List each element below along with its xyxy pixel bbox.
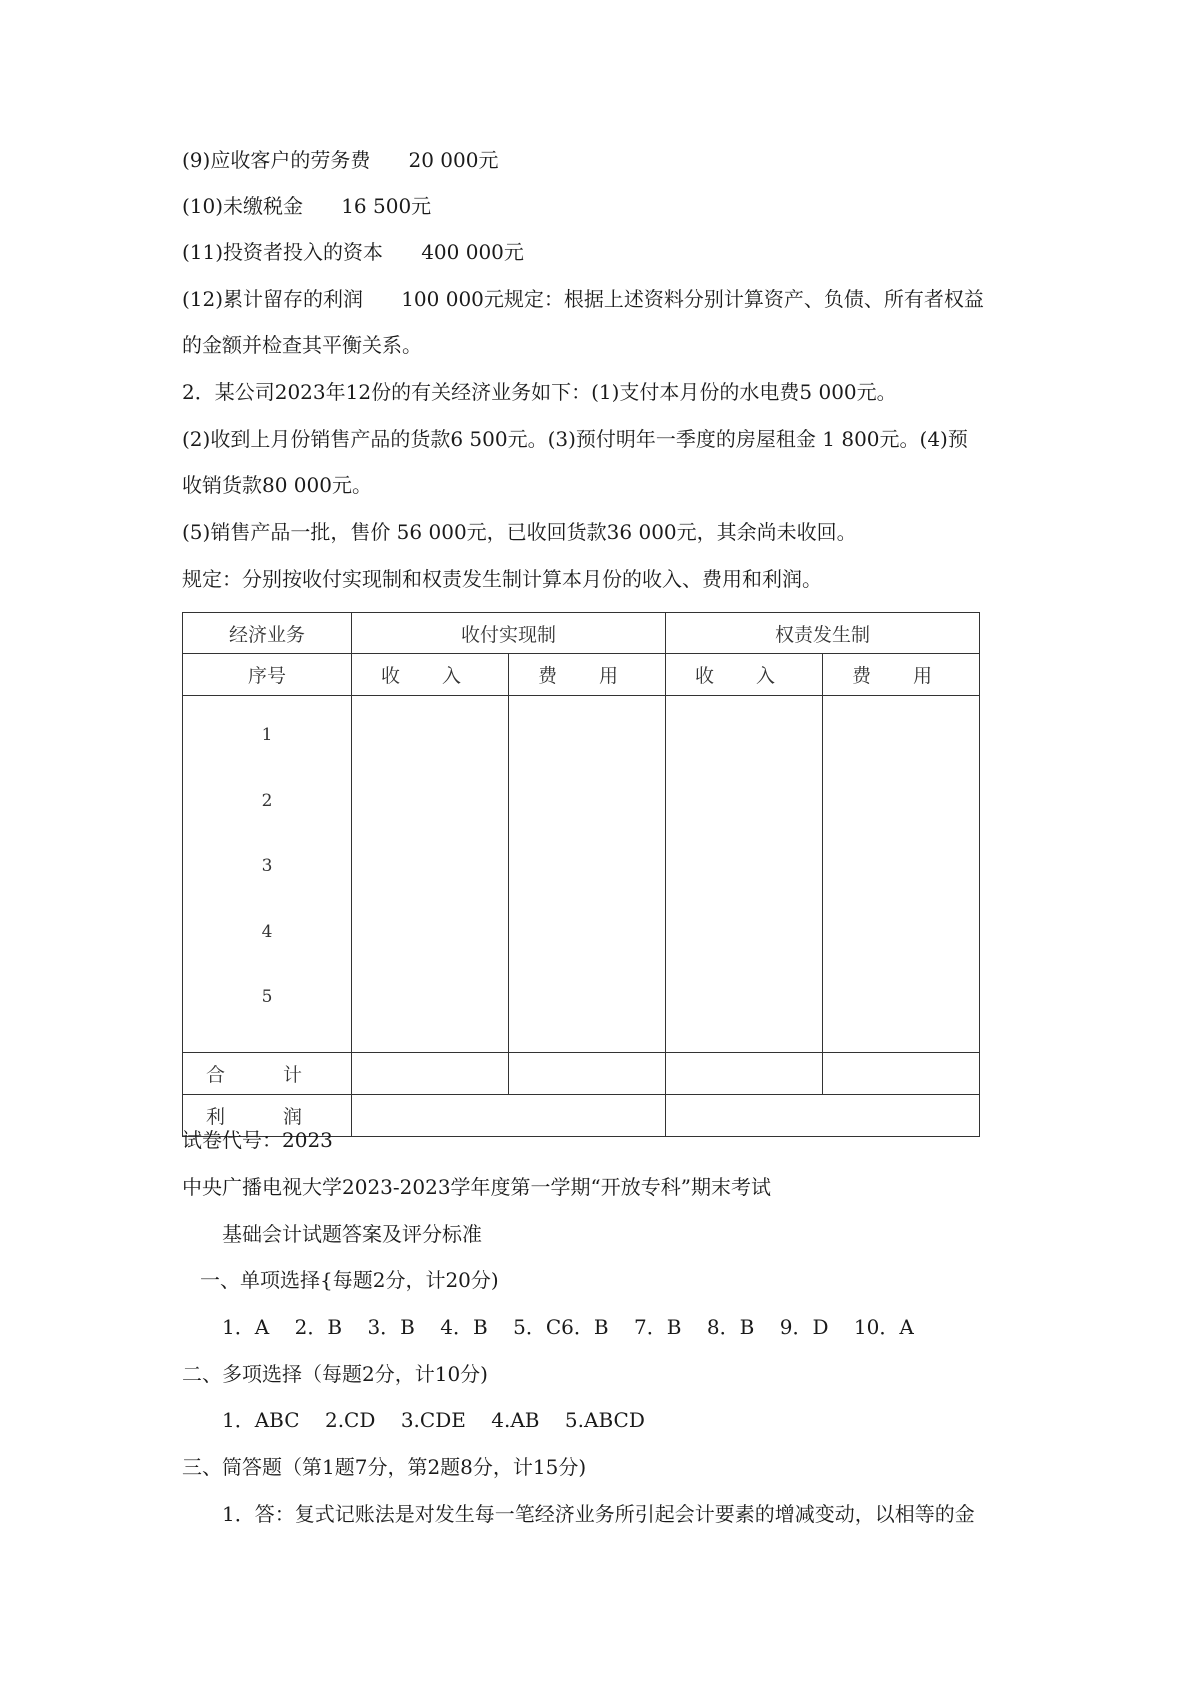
header-accrual-income: 收 入 (666, 654, 823, 696)
header-cash-expense: 费 用 (509, 654, 666, 696)
section-multiple-choice: 二、多项选择（每题2分，计10分) (182, 1362, 488, 1386)
section-single-choice: 一、单项选择{每题2分，计20分) (200, 1268, 499, 1292)
header-business: 经济业务 (183, 613, 352, 654)
header-accrual-expense: 费 用 (823, 654, 980, 696)
text-line: 规定：分别按收付实现制和权责发生制计算本月份的收入、费用和利润。 (182, 567, 822, 591)
text-line: (11)投资者投入的资本 400 000元 (182, 240, 524, 264)
text-line: (9)应收客户的劳务费 20 000元 (182, 148, 499, 172)
text-line: (10)未缴税金 16 500元 (182, 194, 432, 218)
single-choice-answers: 1．A 2．B 3．B 4．B 5．C6．B 7．B 8．B 9．D 10．A (222, 1315, 914, 1339)
profit-cash (352, 1094, 666, 1136)
profit-label: 利 润 (183, 1094, 352, 1136)
revenue-expense-table (182, 612, 980, 1137)
text-line: (2)收到上月份销售产品的货款6 500元。(3)预付明年一季度的房屋租金 1 800元。(4)预 (182, 427, 968, 451)
text-line: 2．某公司2023年12份的有关经济业务如下：(1)支付本月份的水电费5 000元。 (182, 380, 897, 404)
seq-2: 2 (261, 790, 273, 811)
text-line: 的金额并检查其平衡关系。 (182, 333, 422, 357)
accrual-expense-cell (823, 696, 980, 1053)
seq-5: 5 (261, 987, 273, 1007)
seq-4: 4 (261, 921, 273, 942)
seq-3: 3 (261, 856, 273, 876)
text-line: (5)销售产品一批，售价 56 000元，已收回货款36 000元，其余尚未收回。 (182, 520, 857, 544)
exam-title: 中央广播电视大学2023-2023学年度第一学期“开放专科”期末考试 (182, 1175, 772, 1199)
header-cash-income: 收 入 (352, 654, 509, 696)
answer-title: 基础会计试题答案及评分标准 (222, 1222, 482, 1246)
total-cash-income (352, 1052, 509, 1094)
seq-1: 1 (261, 725, 273, 745)
short-answer-q1: 1．答：复式记账法是对发生每一笔经济业务所引起会计要素的增减变动，以相等的金 (222, 1502, 975, 1526)
seq-cell (183, 696, 352, 1053)
exam-code: 试卷代号：2023 (182, 1128, 333, 1152)
cash-expense-cell (509, 696, 666, 1053)
multiple-choice-answers: 1．ABC 2.CD 3.CDE 4.AB 5.ABCD (222, 1408, 645, 1432)
total-accrual-income (666, 1052, 823, 1094)
total-label: 合 计 (183, 1052, 352, 1094)
text-line: 收销货款80 000元。 (182, 473, 372, 497)
section-short-answer: 三、筒答题（第1题7分，第2题8分，计15分) (182, 1455, 587, 1479)
total-accrual-expense (823, 1052, 980, 1094)
accrual-income-cell (666, 696, 823, 1053)
header-accrual-basis: 权责发生制 (666, 613, 980, 654)
text-line: (12)累计留存的利润 100 000元规定：根据上述资料分别计算资产、负债、所有者权益 (182, 287, 984, 311)
header-cash-basis: 收付实现制 (352, 613, 666, 654)
total-cash-expense (509, 1052, 666, 1094)
profit-accrual (666, 1094, 980, 1136)
header-seq: 序号 (183, 654, 352, 696)
cash-income-cell (352, 696, 509, 1053)
